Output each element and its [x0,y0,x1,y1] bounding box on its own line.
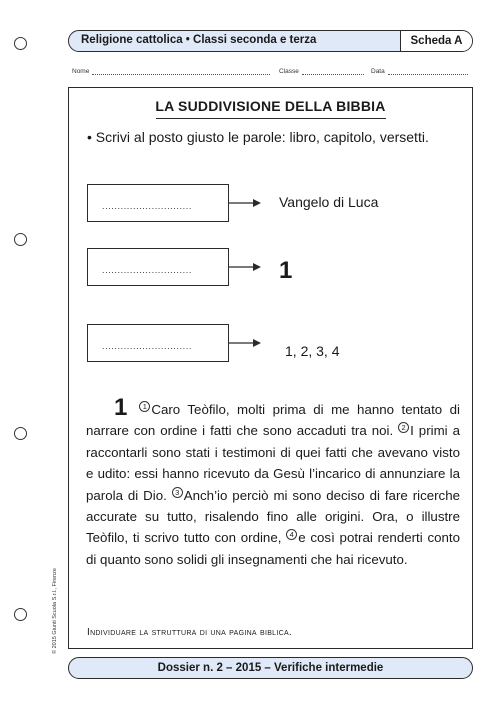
footer-bar: Dossier n. 2 – 2015 – Verifiche intermedie [68,657,473,679]
scheda-label: Scheda A [400,31,472,51]
verse-number: 1 [139,401,150,412]
name-label: Nome [72,68,90,75]
class-line [302,68,364,75]
answer-blank: ............................. [102,341,192,351]
verse-number: 2 [398,422,409,433]
verse-number: 3 [172,487,183,498]
copyright-notice: © 2015 Giunti Scuola S.r.l., Firenze [52,568,58,654]
title-underline [156,118,386,119]
binder-hole [14,37,27,50]
answer-blank: ............................. [102,265,192,275]
date-line [388,68,468,75]
date-label: Data [371,68,385,75]
target-label-2: 1 [279,257,293,284]
bible-passage: 1 1 Caro Teòfilo, molti prima di me hanno tentato di narrare con ordine i fatti che sono accaduti tra noi. 2 I primi a raccontarli sono stati i testimoni di quei fatti che avevano visto e udito: essi hanno ricevuto da Gesù l’incarico di annunziare la parola di Dio. 3 Anch’io perciò mi sono deciso di fare ricerche accurate su tutto, risalendo fino alle origini. Ora, o illustre Teòfilo, ti scrivo tutto con ordine, 4 e così potrai renderti conto di quanto sono solidi gli insegnamenti che hai ricevuto. [86,394,461,567]
target-label-1: Vangelo di Luca [279,194,379,210]
answer-box-3[interactable] [87,324,229,362]
binder-hole [14,233,27,246]
subject-label: Religione cattolica • Classi seconda e terza [81,34,317,46]
verse-text: I primi a raccontarli sono stati i testimoni di quei fatti che avevano visto e udito: essi hanno ricevuto da Gesù l’incarico di annunziare la parola di Dio. [86,423,460,503]
verse-text: Anch’io perciò mi sono deciso di fare ricerche accurate su tutto, risalendo fino alle origini. Ora, o illustre Teòfilo, ti scrivo tutto con ordine, [86,487,460,546]
answer-box-1[interactable] [87,184,229,222]
learning-objective: Individuare la struttura di una pagina biblica. [87,627,293,638]
verse-text: Caro Teòfilo, molti prima di me hanno tentato di narrare con ordine i fatti che sono accaduti tra noi. [86,402,460,439]
student-fields [72,66,472,78]
target-label-3: 1, 2, 3, 4 [285,343,340,359]
binder-hole [14,608,27,621]
name-field[interactable] [72,68,270,75]
name-line [92,68,270,75]
verse-number: 4 [286,529,297,540]
answer-blank: ............................. [102,201,192,211]
binder-hole [14,427,27,440]
class-field[interactable] [279,68,364,75]
instruction-text: • Scrivi al posto giusto le parole: libro, capitolo, versetti. [87,129,429,145]
arrow-icon [229,262,261,272]
arrow-icon [229,198,261,208]
header-bar [68,30,473,52]
verse-text: e così potrai renderti conto di quanto sono solidi gli insegnamenti che hai ricevuto. [86,530,461,567]
class-label: Classe [279,68,299,75]
date-field[interactable] [371,68,468,75]
arrow-icon [229,338,261,348]
answer-box-2[interactable] [87,248,229,286]
page-title: LA SUDDIVISIONE DELLA BIBBIA [155,98,386,114]
